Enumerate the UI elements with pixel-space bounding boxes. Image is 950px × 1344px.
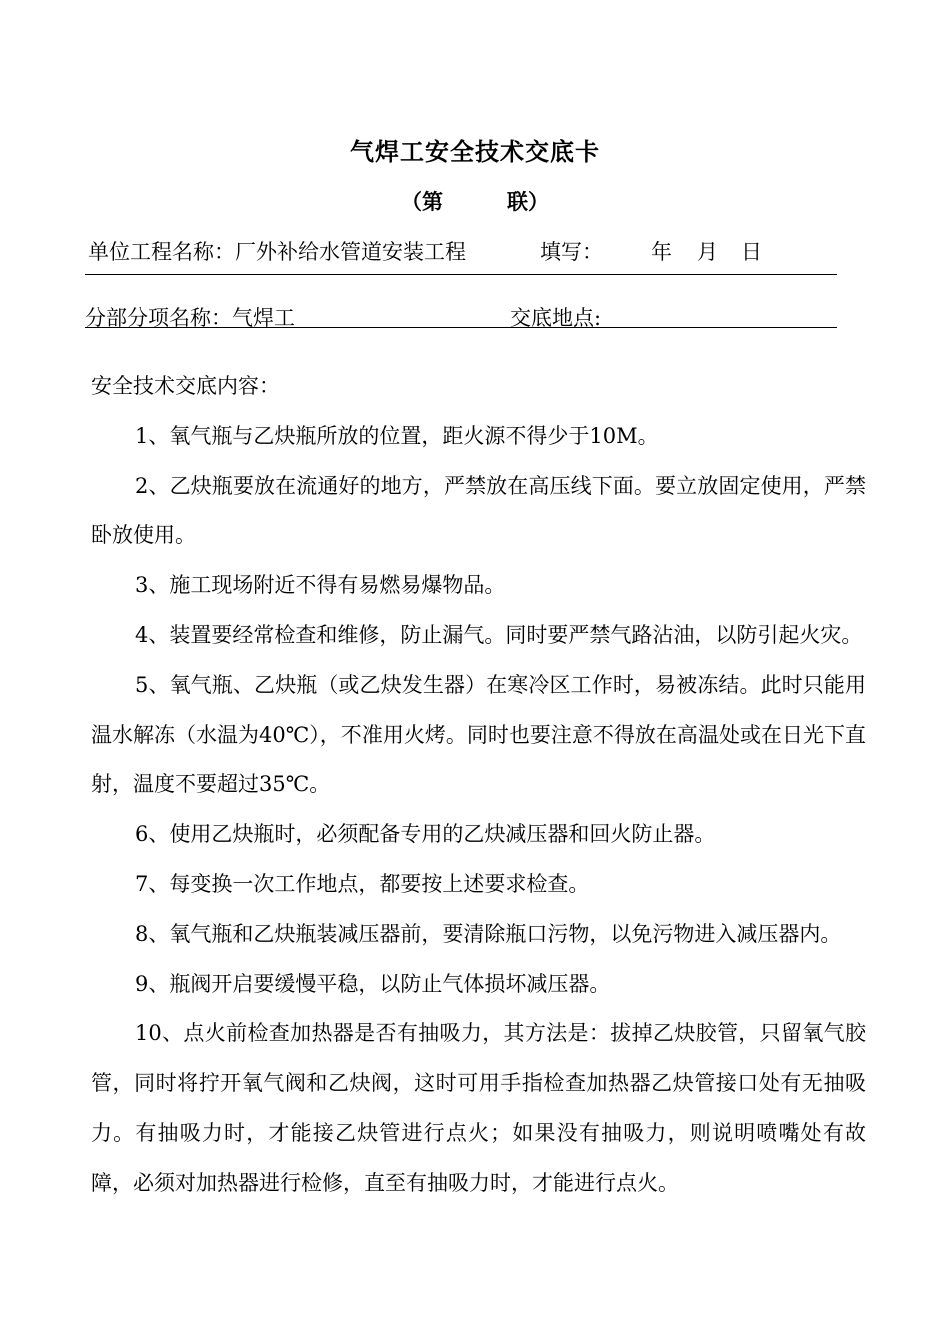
content-item: 1、氧气瓶与乙炔瓶所放的位置，距火源不得少于10M。 xyxy=(135,423,659,448)
copy-number-prefix: （第 xyxy=(401,189,443,214)
location-label: 交底地点: xyxy=(510,306,602,330)
fill-date-label: 填写： xyxy=(540,240,603,264)
date-month: 月 xyxy=(697,240,718,264)
date-day: 日 xyxy=(741,240,762,264)
header-divider-2 xyxy=(85,327,837,328)
date-year: 年 xyxy=(651,240,672,264)
content-item: 7、每变换一次工作地点，都要按上述要求检查。 xyxy=(135,871,590,896)
content-item: 9、瓶阀开启要缓慢平稳，以防止气体损坏减压器。 xyxy=(135,971,611,996)
copy-number-label xyxy=(0,186,950,216)
content-item: 8、氧气瓶和乙炔瓶装减压器前，要清除瓶口污物，以免污物进入减压器内。 xyxy=(135,921,842,946)
project-name-label: 单位工程名称：厂外补给水管道安装工程 xyxy=(88,240,466,264)
content-item: 5、氧气瓶、乙炔瓶（或乙炔发生器）在寒冷区工作时，易被冻结。此时只能用温水解冻（水温为40℃），不准用火烤。同时也要注意不得放在高温处或在日光下直射，温度不要超过35℃。 xyxy=(91,672,866,797)
header-divider-1 xyxy=(85,274,837,275)
content-item: 6、使用乙炔瓶时，必须配备专用的乙炔减压器和回火防止器。 xyxy=(135,822,716,847)
content-item: 10、点火前检查加热器是否有抽吸力，其方法是：拔掉乙炔胶管，只留氧气胶管，同时将拧开氧气阀和乙炔阀，这时可用手指检查加热器乙炔管接口处有无抽吸力。有抽吸力时，才能接乙炔管进行点火；如果没有抽吸力，则说明喷嘴处有故障，必须对加热器进行检修，直至有抽吸力时，才能进行点火。 xyxy=(91,1021,866,1195)
section-name-label: 分部分项名称：气焊工 xyxy=(85,306,295,330)
content-item: 2、乙炔瓶要放在流通好的地方，严禁放在高压线下面。要立放固定使用，严禁卧放使用。 xyxy=(91,473,866,548)
content-item: 3、施工现场附近不得有易燃易爆物品。 xyxy=(135,573,506,598)
page-title: 气焊工安全技术交底卡 xyxy=(350,137,600,166)
safety-content xyxy=(91,362,866,1209)
content-item: 4、装置要经常检查和维修，防止漏气。同时要严禁气路沾油，以防引起火灾。 xyxy=(135,622,863,647)
content-heading: 安全技术交底内容： xyxy=(91,374,280,398)
copy-number-suffix: 联） xyxy=(507,189,549,214)
